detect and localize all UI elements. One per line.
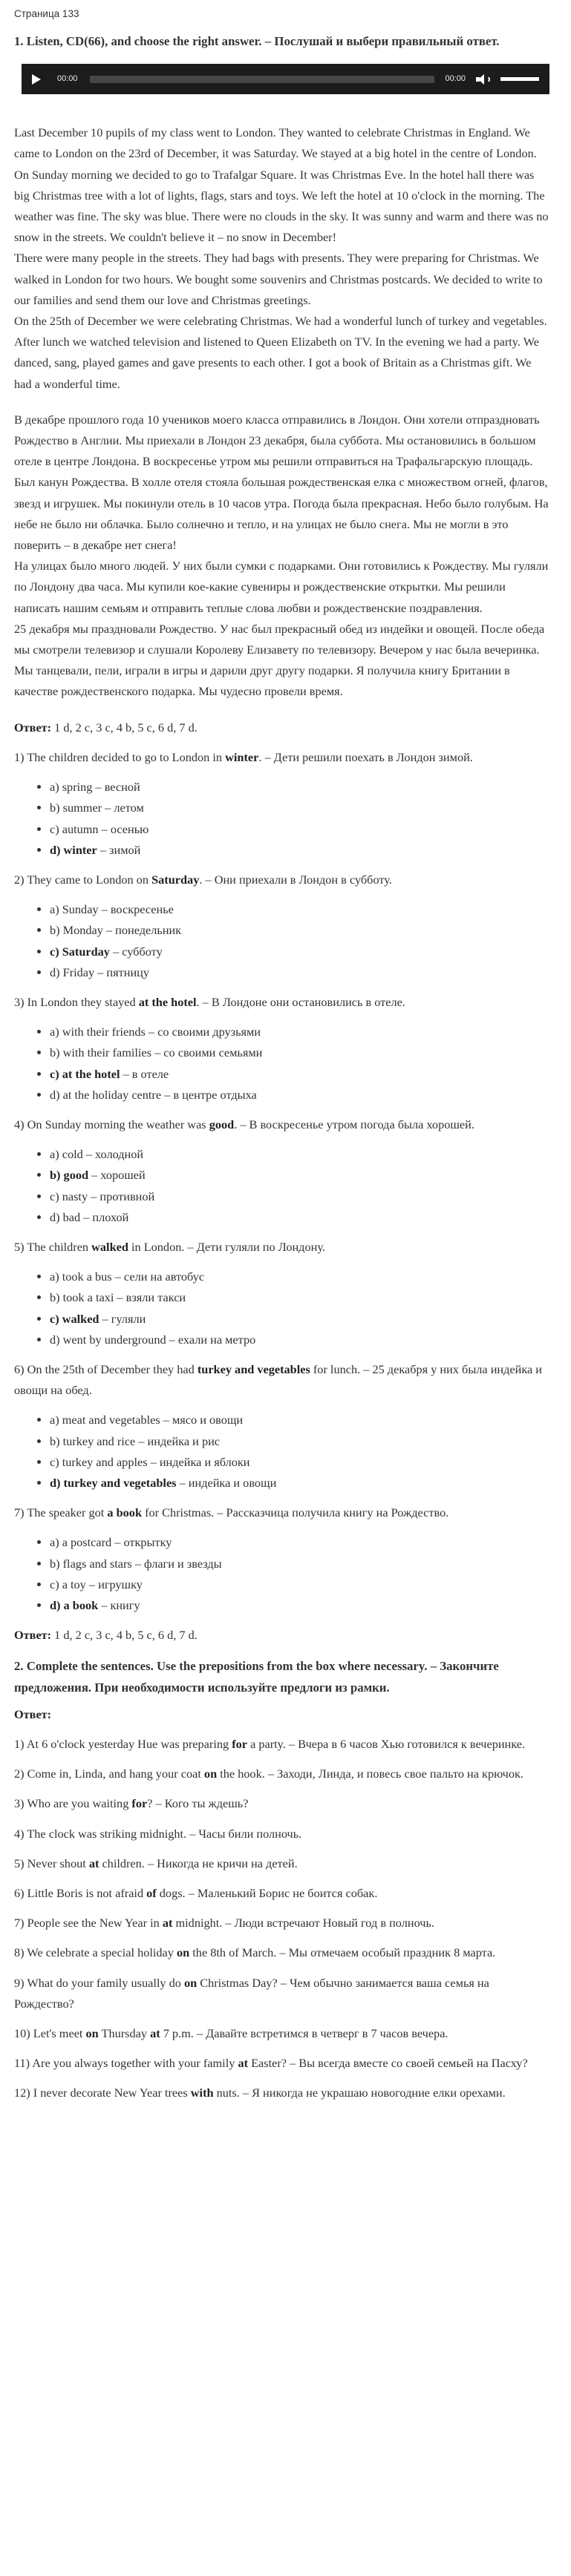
option-item <box>50 1431 549 1452</box>
sentence <box>14 1824 549 1844</box>
question <box>14 1359 549 1401</box>
question <box>14 1502 549 1523</box>
volume-slider[interactable] <box>500 77 539 81</box>
english-paragraph: There were many people in the streets. They had bags with presents. They were preparing for Christmas. We walked in London for two hours. We bought some souvenirs and Christmas postcards. We decided to write to our families and send them our love and Christmas greetings. <box>14 251 543 307</box>
questions <box>14 747 549 1616</box>
highlighted-word: winter <box>225 749 259 764</box>
correct-option: b) good <box>50 1168 89 1183</box>
option-item <box>50 1330 549 1350</box>
text-fragment: midnight. – Люди встречают Новый год в полночь. <box>172 1916 434 1931</box>
option-item <box>50 777 549 798</box>
question <box>14 870 549 890</box>
highlighted-word: Saturday <box>151 872 200 887</box>
option-translation: – хорошей <box>88 1168 146 1183</box>
highlighted-word: on <box>183 1975 198 1990</box>
text-fragment: a party. – Вчера в 6 часов Хью готовился к вечеринке. <box>247 1737 526 1752</box>
option-item <box>50 1554 549 1574</box>
highlighted-word: at <box>88 1856 99 1870</box>
question <box>14 1114 549 1135</box>
sentence <box>14 1883 549 1904</box>
option-item <box>50 1595 549 1616</box>
highlighted-word: a book <box>107 1505 142 1520</box>
option-item <box>50 1144 549 1165</box>
text-fragment: 1) At 6 o'clock yesterday Hue was preparing <box>14 1737 232 1752</box>
text-fragment: 6) Little Boris is not afraid <box>14 1886 147 1901</box>
highlighted-word: turkey and vegetables <box>197 1361 310 1376</box>
options-list <box>14 1144 549 1228</box>
text-fragment: the 8th of March. – Мы отмечаем особый праздник 8 марта. <box>189 1945 496 1960</box>
sentence <box>14 2083 549 2103</box>
correct-option: c) at the hotel <box>50 1066 120 1081</box>
highlighted-word: walked <box>91 1239 128 1254</box>
task2-answer-line <box>14 1704 549 1725</box>
option-item <box>50 819 549 840</box>
russian-paragraph: На улицах было много людей. У них были сумки с подарками. Они готовились к Рождеству. Мы гуляли по Лондону два часа. Мы купили кое-какие сувениры и рождественские открытки. Мы решили написать нашим семьям и отправить теплые слова любви и рождественские поздравления. <box>14 559 549 615</box>
option-text: d) at the holiday centre – в центре отдыха <box>50 1087 257 1102</box>
text-fragment: . – Они приехали в Лондон в субботу. <box>199 872 392 887</box>
english-text <box>14 122 549 395</box>
text-fragment: for lunch. – 25 декабря у них была индейка и овощи на обед. <box>14 1361 543 1398</box>
option-item <box>50 1287 549 1308</box>
text-fragment: 9) What do your family usually do <box>14 1975 184 1990</box>
sentence <box>14 1793 549 1814</box>
option-translation: – зимой <box>97 842 141 857</box>
option-item <box>50 962 549 983</box>
option-text: b) summer – летом <box>50 801 144 815</box>
option-item <box>50 1532 549 1553</box>
option-text: b) flags and stars – флаги и звезды <box>50 1556 222 1571</box>
highlighted-word: on <box>203 1767 218 1781</box>
options-list <box>14 1022 549 1105</box>
option-item <box>50 920 549 941</box>
option-text: b) Monday – понедельник <box>50 923 182 938</box>
highlighted-word: at <box>150 2026 160 2041</box>
option-text: c) nasty – противной <box>50 1189 155 1203</box>
russian-paragraph: В декабре прошлого года 10 учеников моего класса отправились в Лондон. Они хотели отпраздновать Рождество в Англии. Мы приехали в Лондон 23 декабря, была суббота. Мы остановились в большом отеле в центре Лондона. В воскресенье утром мы решили отправиться на Трафальгарскую площадь. Был канун Рождества. В холле отеля стояла большая рождественская елка с множеством огней, флагов, звезд и игрушек. Мы покинули отель в 10 часов утра. Погода была прекрасная. Небо было голубым. На небе не было ни облачка. Было солнечно и тепло, и на улицах не было снега. Мы не могли в это поверить – в декабре нет снега! <box>14 412 549 553</box>
option-item <box>50 1207 549 1228</box>
option-text: b) turkey and rice – индейка и рис <box>50 1433 221 1448</box>
option-text: a) spring – весной <box>50 780 140 795</box>
option-item <box>50 899 549 920</box>
sentence <box>14 1853 549 1874</box>
highlighted-word: on <box>85 2026 99 2041</box>
sentence <box>14 2053 549 2074</box>
text-fragment: . – В Лондоне они остановились в отеле. <box>196 994 405 1009</box>
option-item <box>50 942 549 962</box>
option-text: b) with their families – со своими семьями <box>50 1045 263 1060</box>
highlighted-word: at <box>238 2056 248 2071</box>
english-paragraph: On the 25th of December we were celebrating Christmas. We had a wonderful lunch of turkey and vegetables. After lunch we watched television and listened to Queen Elizabeth on TV. In the evening we had a party. We danced, sang, played games and gave presents to each other. I got a book of Britain as a Christmas gift. We had a wonderful time. <box>14 314 547 391</box>
text-fragment: 11) Are you always together with your family <box>14 2056 238 2071</box>
option-text: a) with their friends – со своими друзьями <box>50 1025 261 1039</box>
highlighted-word: of <box>146 1886 157 1901</box>
sentence <box>14 1764 549 1784</box>
text-fragment: 2) Come in, Linda, and hang your coat <box>14 1767 204 1781</box>
highlighted-word: for <box>131 1796 148 1811</box>
text-fragment: 5) Never shout <box>14 1856 89 1870</box>
text-fragment: . – Дети решили поехать в Лондон зимой. <box>258 749 473 764</box>
highlighted-word: at <box>162 1916 173 1931</box>
option-item <box>50 1410 549 1430</box>
option-text: b) took a taxi – взяли такси <box>50 1290 186 1305</box>
correct-option: d) a book <box>50 1598 99 1612</box>
question <box>14 992 549 1013</box>
text-fragment: 4) On Sunday morning the weather was <box>14 1117 209 1131</box>
option-translation: – в отеле <box>120 1066 169 1081</box>
option-item <box>50 798 549 818</box>
highlighted-word: on <box>177 1945 190 1960</box>
option-item <box>50 1165 549 1186</box>
text-fragment: Easter? – Вы всегда вместе со своей семьей на Пасху? <box>248 2056 528 2071</box>
text-fragment: 7) People see the New Year in <box>14 1916 163 1931</box>
text-fragment: children. – Никогда не кричи на детей. <box>99 1856 298 1870</box>
option-text: d) went by underground – ехали на метро <box>50 1332 256 1347</box>
correct-option: d) winter <box>50 842 97 857</box>
text-fragment: the hook. – Заходи, Линда, и повесь свое пальто на крючок. <box>217 1767 523 1781</box>
sentence <box>14 1913 549 1933</box>
sentence <box>14 1973 549 2014</box>
sentence <box>14 1942 549 1963</box>
volume-fill <box>500 77 539 81</box>
text-fragment: 1) The children decided to go to London in <box>14 749 226 764</box>
options-list <box>14 899 549 983</box>
option-text: c) autumn – осенью <box>50 821 149 836</box>
answer-text: 1 d, 2 c, 3 c, 4 b, 5 c, 6 d, 7 d. <box>51 1628 198 1643</box>
correct-option: c) walked <box>50 1311 99 1326</box>
option-item <box>50 1266 549 1287</box>
text-fragment: 10) Let's meet <box>14 2026 86 2041</box>
text-fragment: 2) They came to London on <box>14 872 152 887</box>
text-fragment: 3) Who are you waiting <box>14 1796 132 1811</box>
highlighted-word: for <box>232 1737 247 1752</box>
option-text: d) bad – плохой <box>50 1209 129 1224</box>
question <box>14 747 549 768</box>
sentence <box>14 1734 549 1755</box>
option-text: a) took a bus – сели на автобус <box>50 1269 205 1284</box>
volume-icon[interactable] <box>476 73 491 85</box>
answer-label: Ответ: <box>14 1628 52 1643</box>
highlighted-word: with <box>190 2086 214 2100</box>
text-fragment: nuts. – Я никогда не украшаю новогодние елки орехами. <box>213 2086 506 2100</box>
option-item <box>50 1452 549 1473</box>
option-item <box>50 1064 549 1085</box>
correct-option: c) Saturday <box>50 944 110 959</box>
option-item <box>50 840 549 861</box>
option-text: a) a postcard – открытку <box>50 1535 172 1550</box>
option-text: c) a toy – игрушку <box>50 1577 143 1591</box>
task1-heading: 1. Listen, CD(66), and choose the right answer. – Послушай и выбери правильный ответ. <box>14 34 500 48</box>
text-fragment: Christmas Day? – Чем обычно занимается ваша семья на Рождество? <box>14 1975 489 2011</box>
text-fragment: dogs. – Маленький Борис не боится собак. <box>156 1886 378 1901</box>
option-item <box>50 1186 549 1207</box>
english-paragraph: Last December 10 pupils of my class went to London. They wanted to celebrate Christmas in England. We came to London on the 23rd of December, it was Saturday. We stayed at a big hotel in the centre of London. On Sunday morning we decided to go to Trafalgar Square. It was Christmas Eve. In the hotel hall there was big Christmas tree with a lot of lights, flags, stars and toys. We left the hotel at 10 o'clock in the morning. The weather was fine. The sky was blue. There were no clouds in the sky. It was sunny and warm and there was no snow in the streets. We couldn't believe it – no snow in December! <box>14 125 549 245</box>
correct-option: d) turkey and vegetables <box>50 1475 177 1490</box>
text-fragment: 4) The clock was striking midnight. – Часы били полночь. <box>14 1826 302 1841</box>
option-text: d) Friday – пятницу <box>50 965 150 979</box>
options-list <box>14 777 549 861</box>
option-translation: – субботу <box>109 944 163 959</box>
option-item <box>50 1085 549 1105</box>
sentence <box>14 2023 549 2044</box>
options-list <box>14 1410 549 1494</box>
option-item <box>50 1309 549 1330</box>
text-fragment: 12) I never decorate New Year trees <box>14 2086 191 2100</box>
answer-line-2 <box>14 1625 549 1646</box>
progress-bar[interactable] <box>90 76 435 83</box>
option-item <box>50 1473 549 1494</box>
text-fragment: in London. – Дети гуляли по Лондону. <box>128 1239 325 1254</box>
highlighted-word: at the hotel <box>138 994 197 1009</box>
option-translation: – индейка и овощи <box>176 1475 277 1490</box>
text-fragment: for Christmas. – Рассказчица получила книгу на Рождество. <box>142 1505 449 1520</box>
question <box>14 1237 549 1258</box>
text-fragment: 7 p.m. – Давайте встретимся в четверг в 7 часов вечера. <box>160 2026 448 2041</box>
audio-player <box>22 64 549 94</box>
text-fragment: ? – Кого ты ждешь? <box>147 1796 249 1811</box>
option-translation: – книгу <box>98 1598 140 1612</box>
highlighted-word: good <box>209 1117 235 1131</box>
sentences <box>14 1734 549 2104</box>
option-translation: – гуляли <box>99 1311 146 1326</box>
text-fragment: 7) The speaker got <box>14 1505 108 1520</box>
russian-paragraph: 25 декабря мы праздновали Рождество. У нас был прекрасный обед из индейки и овощей. После обеда мы смотрели телевизор и слушали Королеву Елизавету по телевизору. Вечером у нас была вечеринка. Мы танцевали, пели, играли в игры и дарили друг другу подарки. Я получила книгу Британии в качестве рождественского подарка. Мы чудесно провели время. <box>14 621 545 699</box>
answer-text: 1 d, 2 c, 3 c, 4 b, 5 c, 6 d, 7 d. <box>51 720 198 735</box>
current-time: 00:00 <box>57 74 78 84</box>
option-text: a) cold – холодной <box>50 1147 144 1162</box>
option-text: a) Sunday – воскресенье <box>50 902 174 917</box>
text-fragment: 6) On the 25th of December they had <box>14 1361 198 1376</box>
option-text: a) meat and vegetables – мясо и овощи <box>50 1413 244 1427</box>
answer-label: Ответ: <box>14 720 52 735</box>
options-list <box>14 1532 549 1616</box>
options-list <box>14 1266 549 1350</box>
duration: 00:00 <box>445 74 466 84</box>
answer-line <box>14 717 549 738</box>
text-fragment: 5) The children <box>14 1239 92 1254</box>
russian-text <box>14 410 549 703</box>
text-fragment: . – В воскресенье утром погода была хорошей. <box>234 1117 474 1131</box>
task2-heading: 2. Complete the sentences. Use the prepositions from the box where necessary. – Закончите предложения. При необходимости используйте предлоги из рамки. <box>14 1659 499 1695</box>
play-icon[interactable] <box>32 74 41 85</box>
option-text: c) turkey and apples – индейка и яблоки <box>50 1454 250 1469</box>
answer-label: Ответ: <box>14 1706 52 1721</box>
text-fragment: Thursday <box>98 2026 151 2041</box>
text-fragment: 8) We celebrate a special holiday <box>14 1945 177 1960</box>
option-item <box>50 1022 549 1042</box>
option-item <box>50 1042 549 1063</box>
text-fragment: 3) In London they stayed <box>14 994 139 1009</box>
page-label: Страница 133 <box>14 8 79 19</box>
option-item <box>50 1574 549 1595</box>
